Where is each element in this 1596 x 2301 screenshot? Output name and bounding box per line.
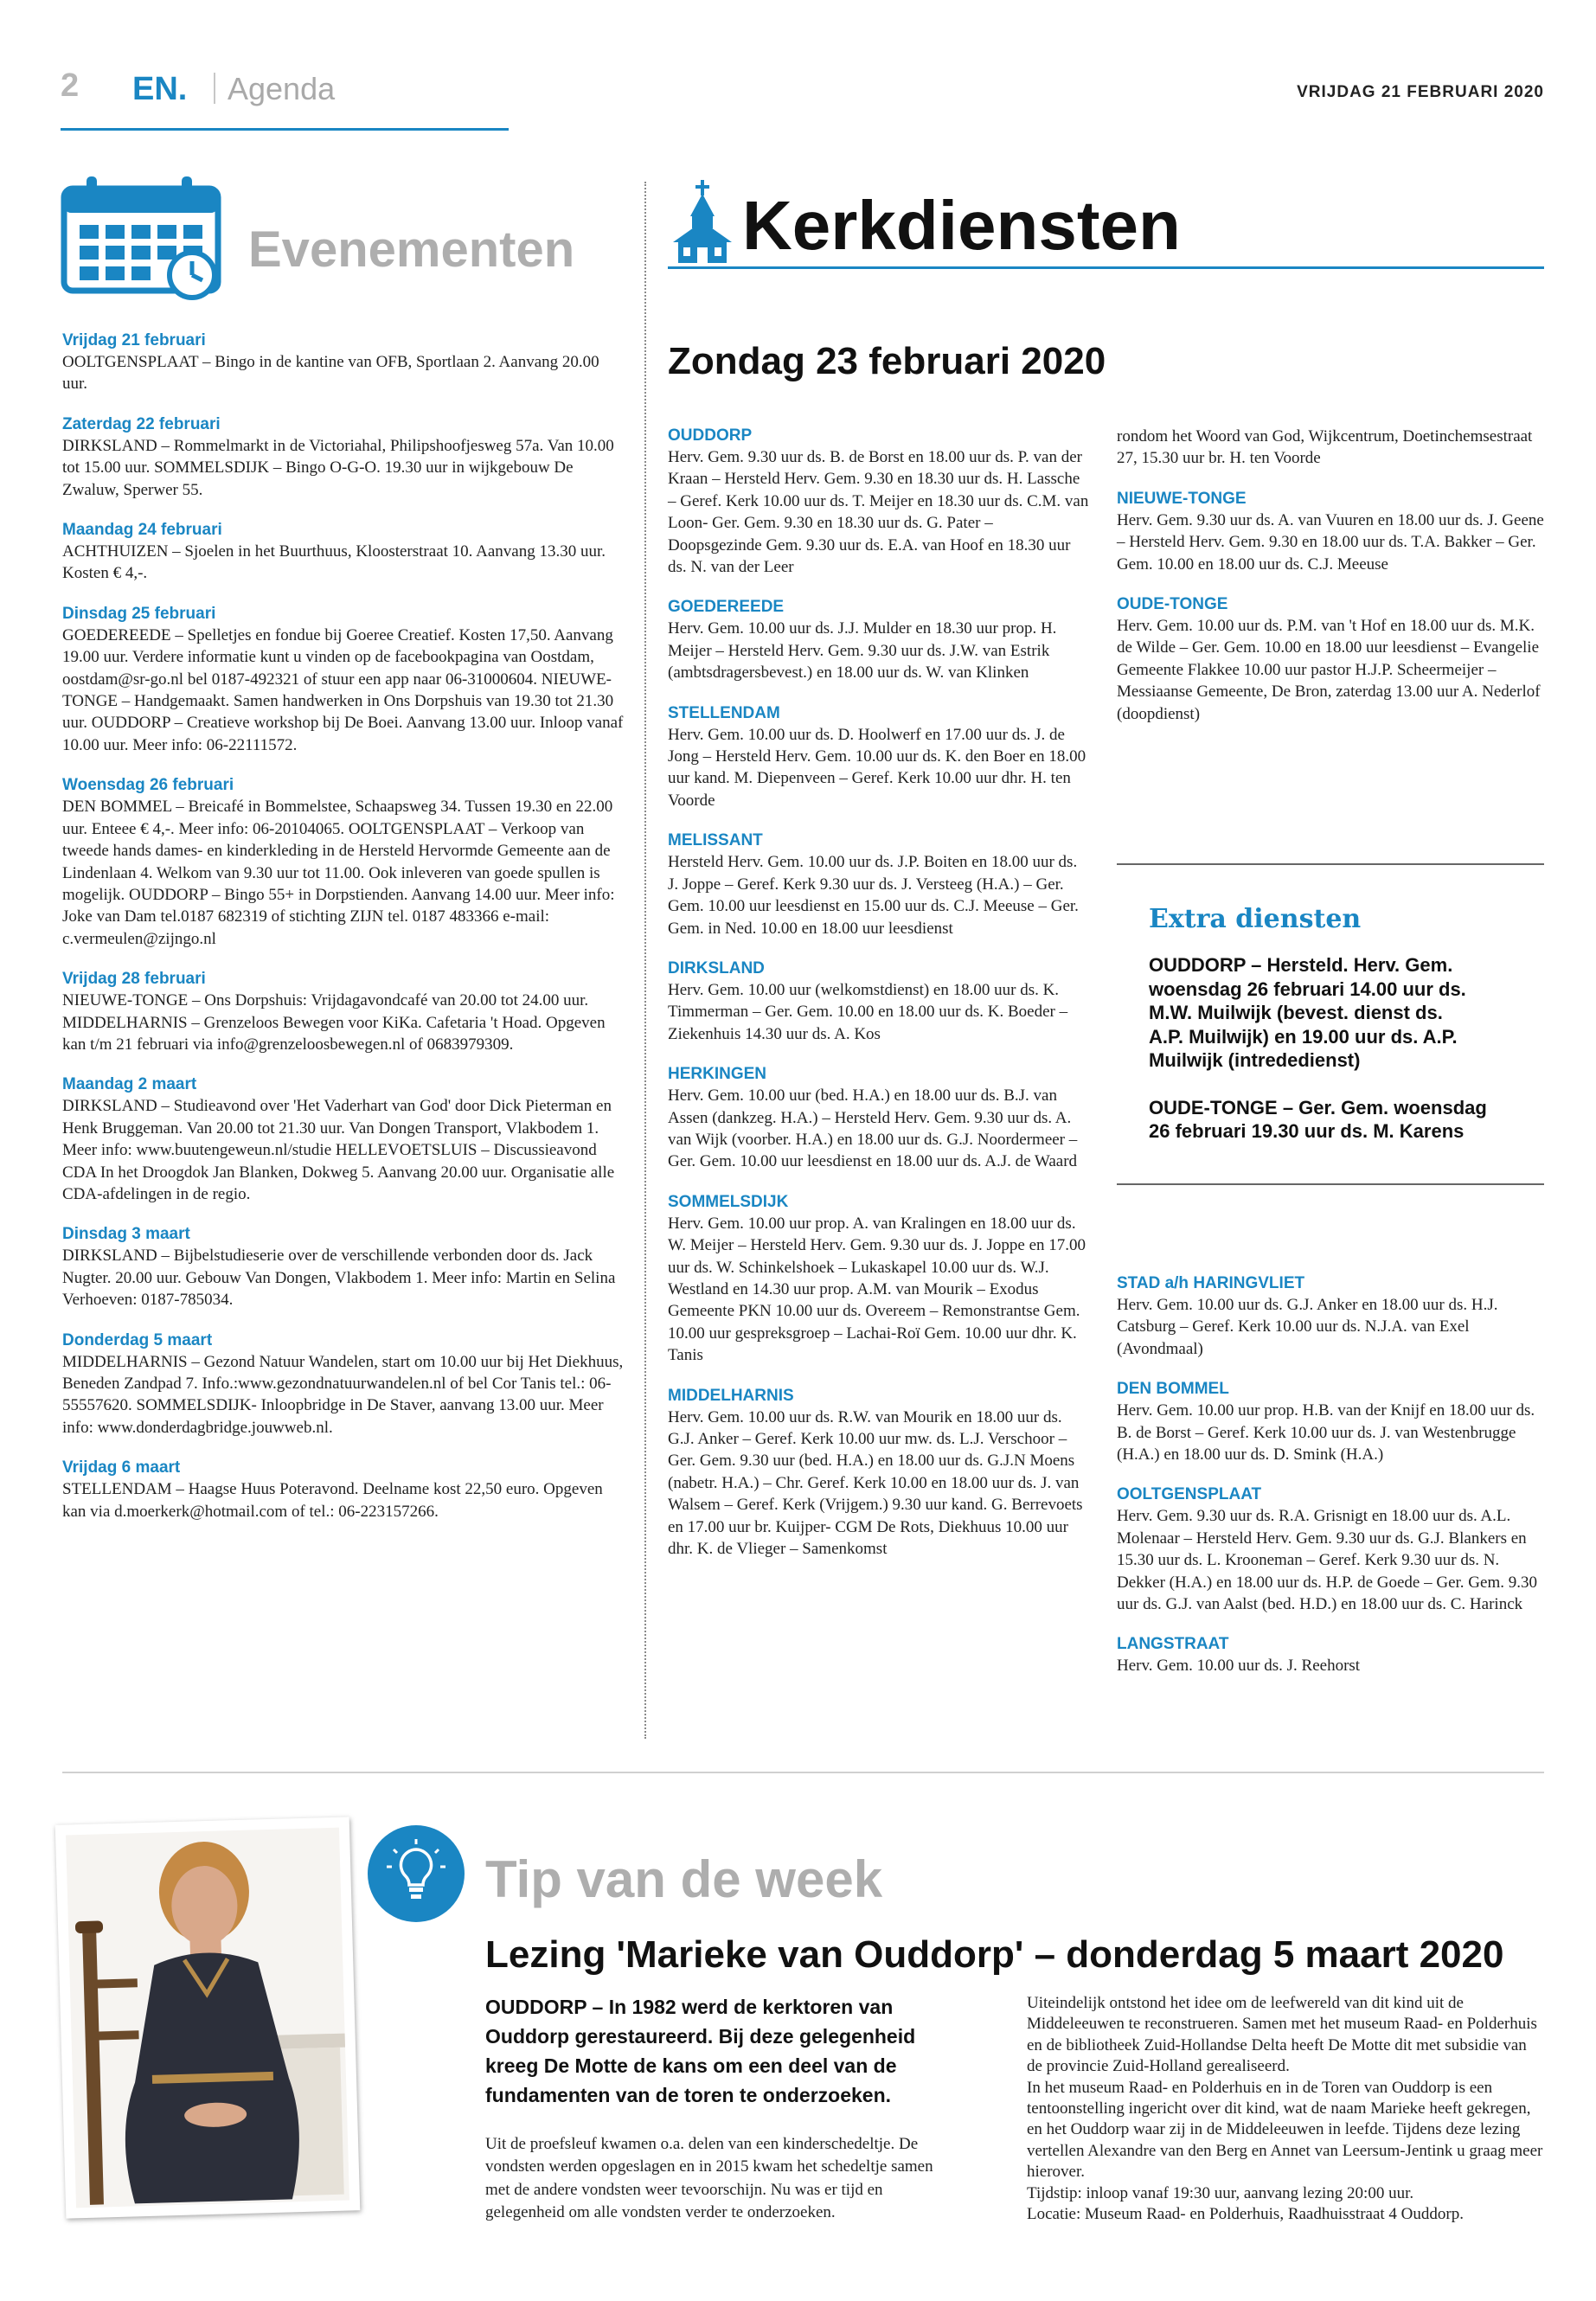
extra-box-rule-top	[1117, 863, 1544, 865]
tip-title: Tip van de week	[485, 1850, 883, 1908]
church-entry	[1117, 594, 1545, 725]
church-services: Herv. Gem. 10.00 uur ds. R.W. van Mourik en 18.00 uur ds. G.J. Anker – Geref. Kerk 10.00 uur mw. ds. L.J. Verschoor – Ger. Gem. 9.30 uur (bed. H.A.) en 18.00 uur ds. G.J.N Moens (nabetr. H.A.) – Chr. Geref. Kerk 10.00 en 18.00 uur ds. J. van Walsem – Geref. Kerk (Vrijgem.) 9.30 uur kand. G. Berrevoets en 17.00 uur br. Kuijper- CGM De Rots, Diekhuus 10.00 uur dhr. K. de Vlieger – Samenkomst	[668, 1407, 1083, 1559]
church-entry	[1117, 1273, 1545, 1360]
church-entry	[668, 958, 1090, 1045]
events-list	[62, 330, 625, 1541]
event-date: Dinsdag 3 maart	[62, 1225, 190, 1244]
tip-intro: OUDDORP – In 1982 werd de kerktoren van Ouddorp gerestaureerd. Bij deze gelegenheid kreeg De Motte de kans om een deel van de fundamenten van de toren te onderzoeken.	[485, 1996, 916, 2106]
event-day	[62, 330, 625, 395]
tip-body-left: Uit de proefsleuf kwamen o.a. delen van een kinderschedeltje. De vondsten werden opgeslagen en in 2015 kwam het schedeltje samen met de andere vondsten weer tevoorschijn. Nu was er tijd en gelegenheid om alle vondsten verder te onderzoeken.	[485, 2135, 933, 2221]
church-column-2-top	[1117, 426, 1545, 744]
extra-line: Muilwijk (intrededienst)	[1149, 1049, 1361, 1071]
event-day	[62, 1074, 625, 1205]
church-entry	[1117, 1379, 1545, 1465]
event-text: ACHTHUIZEN – Sjoelen in het Buurthuus, Kloosterstraat 10. Aanvang 13.30 uur. Kosten € 4,-.	[62, 542, 606, 583]
church-entry	[668, 1192, 1090, 1367]
church-entry	[668, 1386, 1090, 1561]
church-icon	[668, 180, 737, 271]
event-day	[62, 1224, 625, 1311]
event-text: GOEDEREEDE – Spelletjes en fondue bij Goeree Creatief. Kosten 17,50. Aanvang 19.00 uur. Verdere informatie kunt u vinden op de facebookpagina van Oostdam, oostdam@sr-go.nl bel 0187-492321 of stuur een app naar 06-31000604. NIEUWE-TONGE – Handgemaakt. Samen handwerken in Ons Dorpshuis van 19.30 tot 21.30 uur. OUDDORP – Creatieve workshop bij De Boei. Aanvang 13.00 uur. Inloop vanaf 10.00 uur. Meer info: 06-22111572.	[62, 625, 624, 754]
tip-paragraph: Uiteindelijk ontstond het idee om de leefwereld van dit kind uit de Middeleeuwen te reconstrueren. Samen met het museum Raad- en Polderhuis en de bibliotheek Zuid-Hollandse Delta heeft De Motte dit met subsidie van de provincie Zuid-Holland gerealiseerd.	[1027, 1994, 1537, 2076]
evenementen-title: Evenementen	[248, 221, 575, 278]
church-column-1	[668, 426, 1090, 1579]
event-date: Vrijdag 6 maart	[62, 1458, 181, 1477]
section-name: Agenda	[228, 71, 336, 106]
event-day	[62, 604, 625, 756]
church-services: Herv. Gem. 10.00 uur (welkomstdienst) en 18.00 uur ds. K. Timmerman – Ger. Gem. 10.00 en 18.00 uur ds. K. Boeder – Ziekenhuis 14.30 uur ds. A. Kos	[668, 980, 1068, 1043]
church-entry	[668, 597, 1090, 683]
church-column-2-bottom	[1117, 1273, 1545, 1696]
tip-paragraph: Tijdstip: inloop vanaf 19:30 uur, aanvang lezing 20:00 uur.	[1027, 2183, 1414, 2202]
church-place: LANGSTRAAT	[1117, 1635, 1229, 1654]
event-day	[62, 1458, 625, 1522]
marieke-photo	[55, 1817, 361, 2218]
bottom-section-rule	[62, 1772, 1544, 1773]
event-date: Maandag 24 februari	[62, 521, 222, 540]
extra-line: woensdag 26 februari 14.00 uur ds.	[1149, 977, 1466, 1000]
extra-diensten-box	[1117, 904, 1544, 1144]
header-rule	[61, 128, 509, 131]
church-place: GOEDEREEDE	[668, 598, 785, 617]
church-place: MELISSANT	[668, 831, 763, 850]
church-services: Herv. Gem. 9.30 uur ds. A. van Vuuren en 18.00 uur ds. J. Geene – Hersteld Herv. Gem. 9.30 en 18.00 uur ds. T.A. Bakker – Ger. Gem. 10.00 en 18.00 uur ds. C.J. Meeuse	[1117, 510, 1544, 574]
svg-text:EN.: EN.	[132, 71, 188, 106]
church-services: Herv. Gem. 10.00 uur prop. H.B. van der Knijf en 18.00 uur ds. B. de Borst – Geref. Kerk 10.00 uur ds. J. van Westenbrugge (H.A.) en 18.00 uur ds. D. Smink (H.A.)	[1117, 1401, 1535, 1465]
extra-line: OUDE-TONGE – Ger. Gem. woensdag	[1149, 1096, 1487, 1118]
church-place: SOMMELSDIJK	[668, 1192, 789, 1211]
event-text: MIDDELHARNIS – Gezond Natuur Wandelen, start om 10.00 uur bij Het Diekhuus, Beneden Zandpad 7. Info.:www.gezondnatuurwandelen.nl of bel Cor Tanis tel.: 06-55557620. SOMMELSDIJK- Inloopbridge in De Staver, aanvang 13.00 uur. Meer info: www.donderdagbridge.jouwweb.nl.	[62, 1352, 624, 1437]
event-date: Dinsdag 25 februari	[62, 604, 216, 623]
church-entry	[668, 830, 1090, 939]
extra-line: M.W. Muilwijk (bevest. dienst ds.	[1149, 1002, 1443, 1023]
church-place: OUDE-TONGE	[1117, 595, 1228, 614]
church-place: HERKINGEN	[668, 1065, 767, 1084]
church-entry	[1117, 489, 1545, 575]
event-text: NIEUWE-TONGE – Ons Dorpshuis: Vrijdagavondcafé van 20.00 tot 24.00 uur. MIDDELHARNIS – Grenzeloos Bewegen voor KiKa. Cafetaria 't Hoad. Opgeven kan t/m 21 februari via info@grenzeloosbewegen.nl of 0683979309.	[62, 991, 606, 1054]
event-date: Maandag 2 maart	[62, 1075, 197, 1094]
church-services: Herv. Gem. 10.00 uur ds. D. Hoolwerf en 17.00 uur ds. J. de Jong – Hersteld Herv. Gem. 10.00 uur ds. K. den Boer en 18.00 uur kand. M. Diepenveen – Geref. Kerk 10.00 uur dhr. H. ten Voorde	[668, 725, 1086, 810]
church-place: OUDDORP	[668, 426, 753, 445]
tip-headline: Lezing 'Marieke van Ouddorp' – donderdag 5 maart 2020	[485, 1933, 1504, 1976]
church-services: rondom het Woord van God, Wijkcentrum, Doetinchemsestraat 27, 15.30 uur br. H. ten Voorde	[1117, 427, 1533, 468]
tip-body-right	[1027, 1993, 1546, 2225]
lightbulb-icon	[366, 1823, 466, 1928]
extra-line: A.P. Muilwijk) en 19.00 uur ds. A.P.	[1149, 1025, 1458, 1048]
tip-paragraph: Locatie: Museum Raad- en Polderhuis, Raadhuisstraat 4 Ouddorp.	[1027, 2205, 1464, 2224]
church-place: OOLTGENSPLAAT	[1117, 1485, 1262, 1504]
church-services: Herv. Gem. 10.00 uur ds. J. Reehorst	[1117, 1657, 1361, 1676]
extra-diensten-title: Extra diensten	[1149, 904, 1362, 934]
extra-paragraph-2	[1117, 1096, 1544, 1144]
header-separator	[214, 73, 215, 104]
church-place: DEN BOMMEL	[1117, 1380, 1229, 1399]
event-day	[62, 775, 625, 950]
column-divider	[644, 182, 646, 1739]
extra-line: OUDDORP – Hersteld. Herv. Gem.	[1149, 954, 1453, 976]
event-text: DIRKSLAND – Studieavond over 'Het Vaderhart van God' door Dick Pieterman en Henk Bruggeman. Van 20.00 tot 21.30 uur. Van Dongen Transport, Vlakbodem 1. Meer info: www.buutengeweun.nl/studie HELLEVOETSLUIS – Discussieavond CDA In het Droogdok Jan Blanken, Dokweg 5. Aanvang 20.00 uur. Organisatie alle CDA-afdelingen in de regio.	[62, 1097, 615, 1203]
newspaper-logo	[132, 71, 202, 110]
tip-paragraph: In het museum Raad- en Polderhuis en in de Toren van Ouddorp is een tentoonstelling ingericht over dit kind, wat de naam Marieke heeft gekregen, en het Ouddorp waar zij in de Middeleeuwen in leefde. Tijdens deze lezing vertellen Alexandre van den Berg en Annet van Leersum-Jentink u graag meer hierover.	[1027, 2078, 1543, 2182]
church-place: STAD a/h HARINGVLIET	[1117, 1274, 1305, 1292]
church-place: NIEUWE-TONGE	[1117, 489, 1247, 508]
church-services: Hersteld Herv. Gem. 10.00 uur ds. J.P. Boiten en 18.00 uur ds. J. Joppe – Geref. Kerk 9.30 uur ds. J. Versteeg (H.A.) – Ger. Gem. 10.00 uur leesdienst en 15.00 uur ds. C.J. Meeuse – Ger. Gem. in Ned. 10.00 en 18.00 uur leesdienst	[668, 853, 1079, 938]
event-date: Zaterdag 22 februari	[62, 414, 221, 433]
church-services: Herv. Gem. 9.30 uur ds. R.A. Grisnigt en 18.00 uur ds. A.L. Molenaar – Hersteld Herv. Gem. 9.30 uur ds. G.J. Blankers en 15.30 uur ds. L. Krooneman – Geref. Kerk 9.30 uur ds. N. Dekker (H.A.) en 18.00 uur ds. H.P. de Goede – Ger. Gem. 9.30 uur ds. G.J. van Aalst (bed. H.D.) en 18.00 uur ds. C. Harinck	[1117, 1507, 1537, 1614]
event-date: Vrijdag 21 februari	[62, 331, 206, 349]
extra-paragraph-1	[1117, 953, 1544, 1073]
extra-box-rule-bottom	[1117, 1183, 1544, 1185]
church-entry	[668, 426, 1090, 578]
church-entry	[668, 1064, 1090, 1173]
church-services: Herv. Gem. 10.00 uur ds. P.M. van 't Hof en 18.00 uur ds. M.K. de Wilde – Ger. Gem. 10.00 en 18.00 uur leesdienst – Evangelie Gemeente Flakkee 10.00 uur pastor H.J.P. Scheermeijer – Messiaanse Gemeente, De Bron, zaterdag 13.00 uur A. Nederlof (doopdienst)	[1117, 617, 1541, 723]
church-entry	[1117, 1484, 1545, 1615]
issue-date: VRIJDAG 21 FEBRUARI 2020	[1297, 83, 1544, 101]
church-entry	[1117, 1634, 1545, 1676]
event-text: DIRKSLAND – Bijbelstudieserie over de verschillende verbonden door ds. Jack Nugter. 20.00 uur. Gebouw Van Dongen, Vlakbodem 1. Meer info: Martin en Selina Verhoeven: 0187-785034.	[62, 1247, 616, 1310]
service-date-heading: Zondag 23 februari 2020	[668, 340, 1106, 382]
event-date: Vrijdag 28 februari	[62, 970, 206, 989]
event-day	[62, 520, 625, 585]
calendar-clock-icon	[61, 173, 225, 307]
event-text: OOLTGENSPLAAT – Bingo in de kantine van OFB, Sportlaan 2. Aanvang 20.00 uur.	[62, 353, 599, 394]
church-services: Herv. Gem. 10.00 uur prop. A. van Kralingen en 18.00 uur ds. W. Meijer – Hersteld Herv. Gem. 9.30 uur ds. J. Joppe en 17.00 uur ds. W. Schinkelshoek – Lukaskapel 10.00 uur ds. W.J. Westland en 14.30 uur prop. A.M. van Mourik – Exodus Gemeente PKN 10.00 uur ds. Overeem – Remonstrantse Gem. 10.00 uur gespreksgroep – Lachai-Roï Gem. 10.00 uur dhr. K. Tanis	[668, 1214, 1086, 1365]
church-entry	[1117, 426, 1545, 470]
event-text: DEN BOMMEL – Breicafé in Bommelstee, Schaapsweg 34. Tussen 19.30 en 22.00 uur. Enteee € 4,-. Meer info: 06-20104065. OOLTGENSPLAAT – Verkoop van tweede hands dames- en kinderkleding in de Hersteld Hervormde Gemeente aan de Lindenlaan 4. Welkom van 9.30 uur tot 11.00. Ook inleveren van goede spullen is mogelijk. OUDDORP – Bingo 55+ in Dorpstienden. Aanvang 14.00 uur. Meer info: Joke van Dam tel.0187 682319 of stichting ZIJN tel. 0187 483366 e-mail: c.vermeulen@zijngo.nl	[62, 798, 615, 948]
event-day	[62, 1330, 625, 1439]
church-services: Herv. Gem. 9.30 uur ds. B. de Borst en 18.00 uur ds. P. van der Kraan – Hersteld Herv. Gem. 9.30 en 18.30 uur ds. H. Lassche – Geref. Kerk 10.00 uur ds. T. Meijer en 18.30 uur ds. C.M. van Loon- Ger. Gem. 9.30 en 18.30 uur ds. G. Pater – Doopsgezinde Gem. 9.30 uur ds. E.A. van Hoof en 18.30 uur ds. N. van der Leer	[668, 448, 1089, 577]
kerkdiensten-rule	[668, 266, 1544, 269]
page-number: 2	[61, 67, 80, 104]
kerkdiensten-title: Kerkdiensten	[742, 187, 1181, 264]
event-date: Woensdag 26 februari	[62, 776, 234, 795]
event-text: DIRKSLAND – Rommelmarkt in de Victoriahal, Philipshoofjesweg 57a. Van 10.00 tot 15.00 uur. SOMMELSDIJK – Bingo O-G-O. 19.30 uur in wijkgebouw De Zwaluw, Sperwer 55.	[62, 436, 614, 499]
event-day	[62, 414, 625, 501]
church-entry	[668, 703, 1090, 812]
church-place: STELLENDAM	[668, 703, 780, 722]
event-text: STELLENDAM – Haagse Huus Poteravond. Deelname kost 22,50 euro. Opgeven kan via d.moerkerk@hotmail.com of tel.: 06-223157266.	[62, 1480, 603, 1521]
church-place: DIRKSLAND	[668, 958, 765, 977]
church-services: Herv. Gem. 10.00 uur ds. G.J. Anker en 18.00 uur ds. H.J. Catsburg – Geref. Kerk 10.00 uur ds. N.J.A. van Exel (Avondmaal)	[1117, 1296, 1498, 1358]
church-place: MIDDELHARNIS	[668, 1386, 794, 1405]
event-date: Donderdag 5 maart	[62, 1330, 213, 1349]
en-logo-icon	[132, 71, 202, 106]
church-services: Herv. Gem. 10.00 uur (bed. H.A.) en 18.00 uur ds. B.J. van Assen (dankzeg. H.A.) – Hersteld Herv. Gem. 9.30 uur ds. A. van Wijk (voorber. H.A.) en 18.00 uur ds. G.J. Noordermeer – Ger. Gem. 10.00 uur leesdienst en 18.00 uur ds. A.J. de Waard	[668, 1086, 1078, 1171]
event-day	[62, 969, 625, 1055]
extra-line: 26 februari 19.30 uur ds. M. Karens	[1149, 1120, 1465, 1142]
church-services: Herv. Gem. 10.00 uur ds. J.J. Mulder en 18.30 uur prop. H. Meijer – Hersteld Herv. Gem. 9.30 uur ds. J.W. van Estrik (ambtsdragersbevest.) en 18.00 uur ds. W. van Klinken	[668, 619, 1057, 683]
